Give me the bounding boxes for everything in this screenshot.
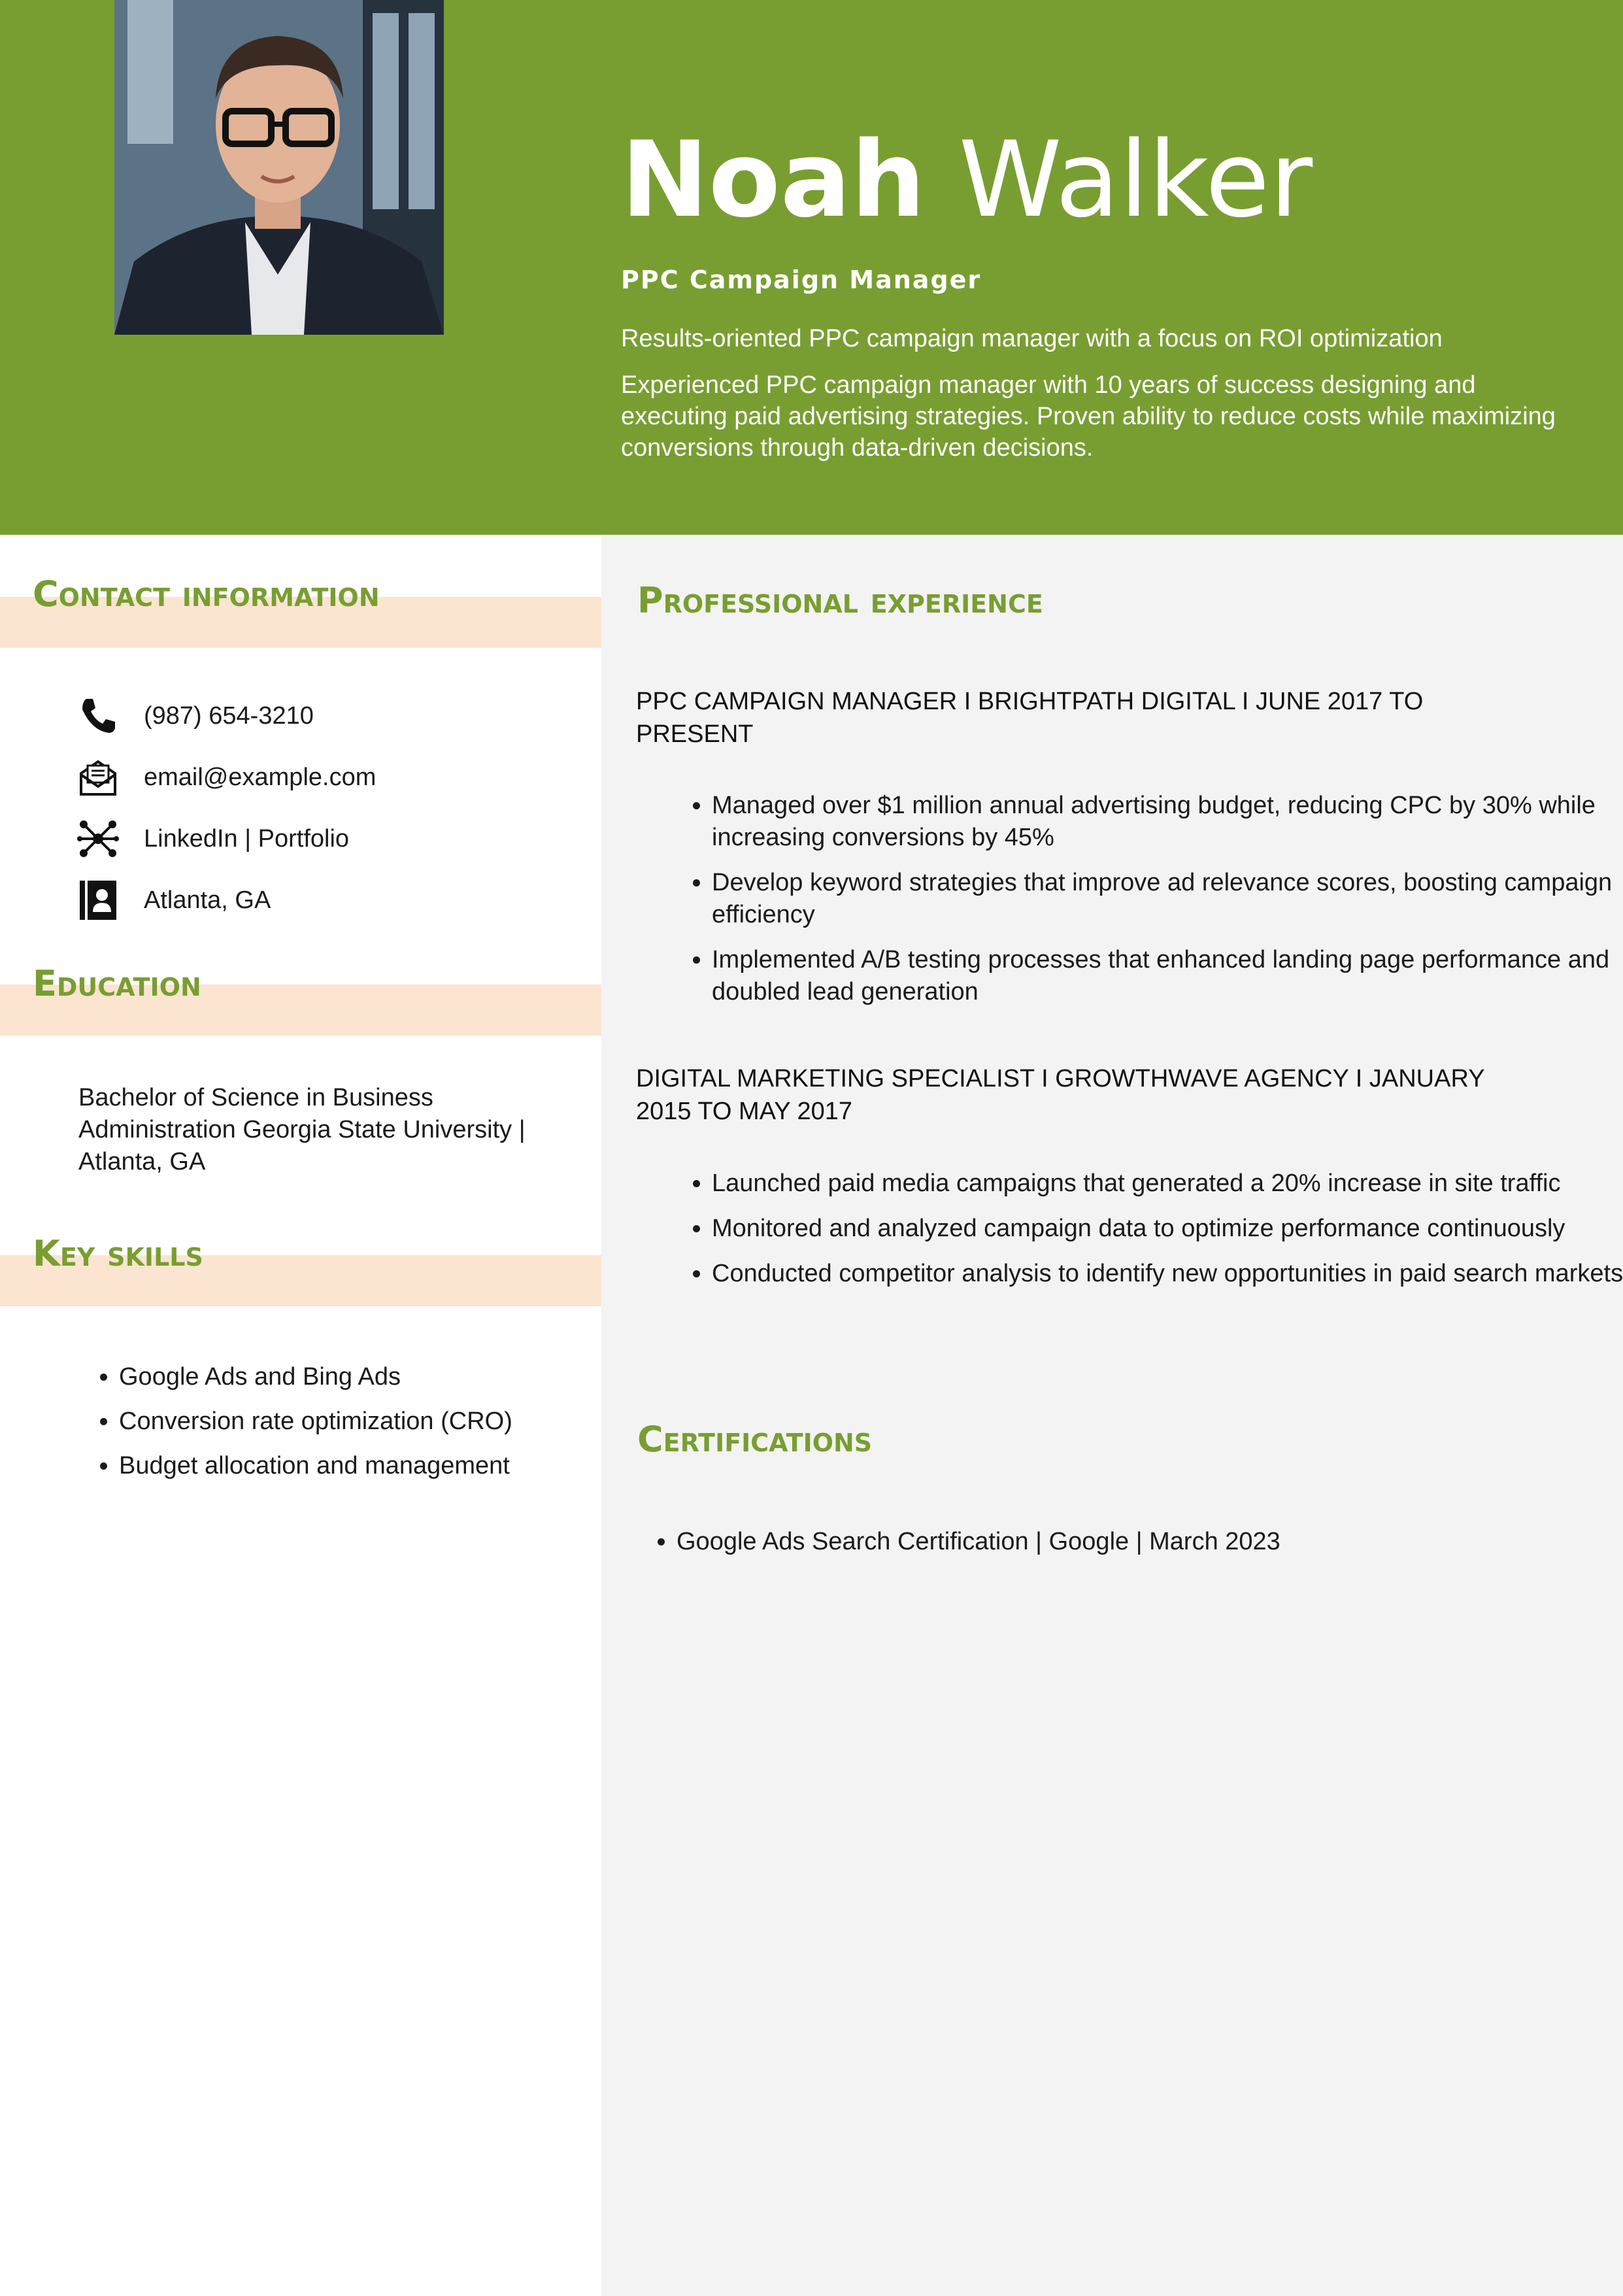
- contact-links[interactable]: [75, 816, 349, 862]
- first-name: Noah: [621, 118, 926, 241]
- profile-photo: [114, 0, 444, 335]
- email-icon: [75, 754, 121, 800]
- job-bullets: [636, 1168, 1623, 1303]
- candidate-name: [621, 118, 1313, 241]
- list-item: • Managed over $1 million annual advertising budget, reducing CPC by 30% while increasing conversions by 45%: [712, 790, 1623, 854]
- list-item: • Launched paid media campaigns that generated a 20% increase in site traffic: [712, 1168, 1623, 1200]
- education-entry: Bachelor of Science in Business Administration Georgia State University | Atlanta, GA: [78, 1084, 526, 1175]
- list-item: • Implemented A/B testing processes that enhanced landing page performance and doubled lead generation: [712, 944, 1623, 1008]
- certifications-list: [601, 1525, 1592, 1558]
- job-bullets: [636, 790, 1623, 1021]
- experience-heading: Professional experience: [637, 580, 1043, 621]
- list-item: • Develop keyword strategies that improve ad relevance scores, boosting campaign efficiency: [712, 867, 1623, 931]
- contact-heading: Contact information: [33, 573, 380, 615]
- list-item: • Google Ads and Bing Ads: [119, 1355, 512, 1399]
- contact-location: [75, 877, 271, 923]
- job-title: PPC Campaign Manager: [621, 265, 982, 294]
- list-item: • Monitored and analyzed campaign data to optimize performance continuously: [712, 1213, 1623, 1245]
- summary: Experienced PPC campaign manager with 10 years of success designing and executing paid advertising strategies. Proven ability to reduce costs while maximizing conversions through data-driven decisions.: [621, 371, 1556, 462]
- certifications-heading: Certifications: [637, 1419, 873, 1460]
- skills-list: [39, 1355, 512, 1488]
- contact-card-icon: [75, 877, 121, 923]
- skills-heading: Key skills: [33, 1233, 203, 1274]
- phone-icon: [75, 693, 121, 739]
- contact-phone: [75, 693, 314, 739]
- location-text: Atlanta, GA: [144, 886, 271, 914]
- list-item: • Budget allocation and management: [119, 1443, 512, 1488]
- header-banner: [0, 0, 1623, 535]
- list-item: • Conducted competitor analysis to identify new opportunities in paid search markets: [712, 1258, 1623, 1290]
- contact-email[interactable]: [75, 754, 376, 800]
- list-item: • Conversion rate optimization (CRO): [119, 1399, 512, 1443]
- job-header: DIGITAL MARKETING SPECIALIST I GROWTHWAVE AGENCY I JANUARY 2015 TO MAY 2017: [636, 1065, 1484, 1125]
- links-text[interactable]: LinkedIn | Portfolio: [144, 824, 350, 853]
- last-name: Walker: [958, 118, 1313, 241]
- tagline: Results-oriented PPC campaign manager with a focus on ROI optimization: [621, 325, 1443, 352]
- network-icon: [75, 816, 121, 862]
- list-item: • Google Ads Search Certification | Google | March 2023: [677, 1525, 1592, 1558]
- email-text[interactable]: email@example.com: [144, 763, 376, 791]
- job-header: PPC CAMPAIGN MANAGER I BRIGHTPATH DIGITAL I JUNE 2017 TO PRESENT: [636, 688, 1424, 748]
- education-heading: Education: [33, 963, 201, 1004]
- phone-text: (987) 654-3210: [144, 701, 314, 730]
